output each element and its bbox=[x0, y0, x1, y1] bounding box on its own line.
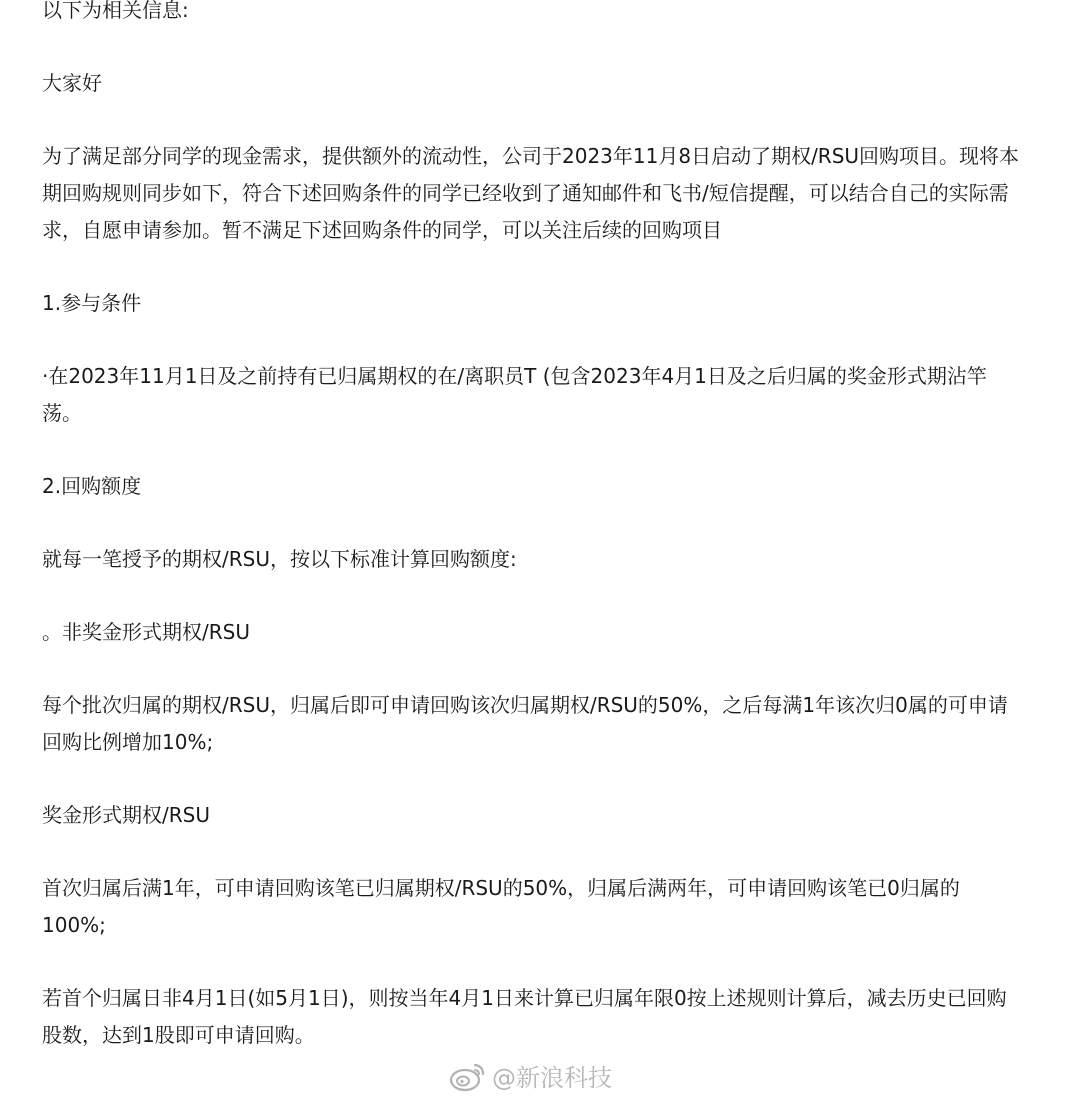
greeting: 大家好 bbox=[42, 71, 102, 95]
document-body bbox=[42, 0, 1022, 1090]
weibo-logo-icon bbox=[448, 1060, 488, 1092]
section-heading-quota: 2.回购额度 bbox=[42, 474, 142, 498]
section-heading-eligibility: 1.参与条件 bbox=[42, 291, 142, 315]
announcement-paragraph: 为了满足部分同学的现金需求，提供额外的流动性，公司于2023年11月8日启动了期权/RSU回购项目。现将本期回购规则同步如下，符合下述回购条件的同学已经收到了通知邮件和飞书/短信提醒，可以结合自己的实际需求，自愿申请参加。暂不满足下述回购条件的同学，可以关注后续的回购项目 bbox=[42, 144, 1020, 242]
quota-intro: 就每一笔授予的期权/RSU，按以下标准计算回购额度: bbox=[42, 547, 517, 571]
intro-line: 以下为相关信息: bbox=[42, 0, 189, 22]
subheading-bonus: 奖金形式期权/RSU bbox=[42, 803, 210, 827]
subheading-non-bonus: 。非奖金形式期权/RSU bbox=[42, 620, 250, 644]
bonus-rule: 首次归属后满1年，可申请回购该笔已归属期权/RSU的50%，归属后满两年，可申请回购该笔已0归属的100%; bbox=[42, 876, 960, 937]
vesting-date-rule: 若首个归属日非4月1日(如5月1日)，则按当年4月1日来计算已归属年限0按上述规则计算后，减去历史已回购股数，达到1股即可申请回购。 bbox=[42, 986, 1007, 1047]
watermark-text: @新浪科技 bbox=[492, 1064, 612, 1092]
eligibility-paragraph: ·在2023年11月1日及之前持有已归属期权的在/离职员T (包含2023年4月1日及之后归属的奖金形式期沾竿荡。 bbox=[42, 364, 987, 425]
non-bonus-rule: 每个批次归属的期权/RSU，归属后即可申请回购该次归属期权/RSU的50%，之后每满1年该次归0属的可申请回购比例增加10%; bbox=[42, 693, 1008, 754]
watermark bbox=[448, 1058, 612, 1093]
